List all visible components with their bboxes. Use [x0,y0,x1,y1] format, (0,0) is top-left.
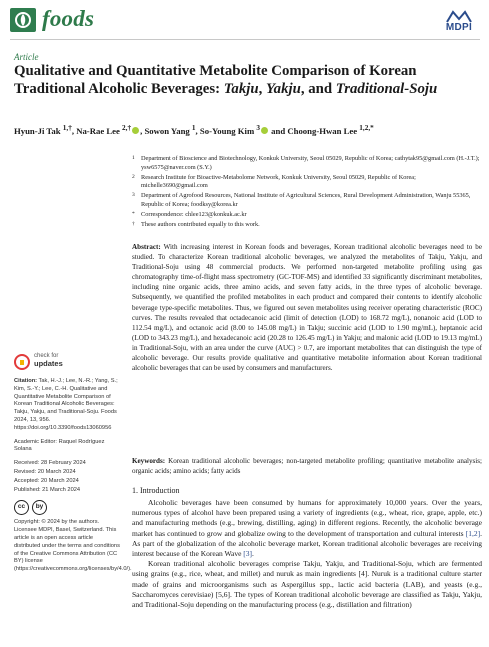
author-affil-marker: 1 [191,124,196,132]
updates-line2: updates [34,359,63,368]
intro-text: Alcoholic beverages have been consumed by humans for approximately 10,000 years. Over the years, numerous types of alcohol have been prepared using a variety of ingredients (e.g., wheat, rice, grape, apple, etc.) and manufacturing methods (e.g., brewing, distilling, aging) in different regions. Recently, the alcoholic beverage market has continued to grow and globalize owing to the development of transportation and cultural interests [132,498,482,538]
author-affil-marker: 3 [256,124,260,132]
updates-line1: check for [34,353,59,359]
author-list: Hyun-Ji Tak $^{1,\dagger}$, Na-Rae Lee $^{2,\dagger}$ , Sowon Yang $^1$, So-Young Kim $^3$ and Choong-Hwan Lee $^{1,2,*}$ [14,124,374,136]
correspondence [132,211,482,220]
received-date: Received: 28 February 2024 [14,460,86,467]
by-icon: by [32,500,47,515]
updates-icon [14,354,30,370]
accepted-date: Accepted: 20 March 2024 [14,477,79,484]
equal-contribution-note [132,221,482,230]
article-type: Article [14,52,39,62]
keywords-label: Keywords: [132,457,166,465]
journal-logo [10,8,36,32]
affiliation-number: † [132,220,135,227]
author-name[interactable]: Hyun-Ji Tak [14,125,61,136]
section-heading: 1. Introduction [132,486,180,495]
orcid-icon[interactable] [261,127,268,134]
author-name[interactable]: So-Young Kim [199,125,255,136]
affiliation-text: Department of Bioscience and Biotechnology, Konkuk University, Seoul 05029, Republic of Korea; cathytak95@gmail.com (H.-J.T.); ysw6575@naver.com (S.Y.) [141,155,480,171]
affiliation-item [132,192,482,209]
editor-block [14,439,120,455]
affiliation-text: Department of Agrofood Resources, National Institute of Agricultural Sciences, Rural Development Administration, Wanju 55365, Republic of Korea; foodksy@korea.kr [141,192,471,208]
publisher-logo [439,10,479,38]
leaf-icon [10,8,36,32]
article-title [14,63,479,98]
affiliation-number: 3 [132,192,135,199]
title-text: Qualitative and Quantitative Metabolite Comparison of Korean Traditional Alcoholic Beverages: [14,63,417,97]
author-name[interactable]: Na-Rae Lee [76,125,120,136]
introduction-body [132,498,482,610]
intro-paragraph: Korean traditional alcoholic beverages comprise Takju, Yakju, and Traditional-Soju, which are fermented using grains (e.g., rice, wheat, and millet) and nuruk as main ingredients [4]. Nuruk is a traditional culture starter made of grains and microorganisms such as Aspergillus spp., lactic acid bacteria (LAB), and yeasts (e.g., Saccharomyces cerevisiae) [5,6]. The types of Korean traditional alcoholic beverage are classified as Takju, Yakju, and Traditional-Soju depending on the manufacturing process (e.g., distillation and filtration) [132,559,482,610]
author-name[interactable]: Sowon Yang [144,125,190,136]
author-affil-marker: 1,† [62,124,72,132]
revised-date: Revised: 20 March 2024 [14,468,76,475]
affiliation-number: 2 [132,173,135,180]
title-takju: Takju [223,80,259,97]
published-date: Published: 21 March 2024 [14,486,81,493]
affiliation-text: Correspondence: chlee123@konkuk.ac.kr [141,210,247,218]
keywords [132,456,482,476]
citation-block [14,378,120,433]
affiliation-number: 1 [132,155,135,161]
intro-text: . As part of the globalization of the alcoholic beverage market, Korean traditional alcoholic beverages are receiving interest because of the Korean Wave [132,528,482,559]
orcid-icon[interactable] [132,127,139,134]
author-affil-marker: 2,† [122,124,132,132]
affiliations [132,155,482,231]
publisher-name: MDPI [445,22,473,33]
abstract-text: With increasing interest in Korean foods and beverages, Korean traditional alcoholic beverages need to be studied. To characterize Korean traditional alcoholic beverages, we analyzed the metabolites of Takju, Yakju, and Traditional-Soju using 48 commercial products. We performed non-targeted metabolite profiling using gas chromatography time-of-flight mass spectrometry (GC-TOF-MS) and identified 33 significantly discriminant metabolites, including nine organic acids, three amino acids, and seven fatty acids, in the three types of alcoholic beverage. Subsequently, we quantified the profiled metabolites in each product and compared their contents to identify alcoholic beverage type-specific metabolites. Thus, we figured out seven metabolites using receiver operating characteristic (ROC) curves. The results revealed that octadecanoic acid (limit of detection (LOD) to 168.72 mg/L), nonanoic acid (LOD to 112.54 mg/L), and octanoic acid (8.00 to 145.08 mg/L) in Takju; succinic acid (LOD to 1.90 mg/mL), heptanoic acid (LOD to 343.23 mg/L), and hexadecanoic acid (20.28 to 126.45 mg/L) in Yakju; and malonic acid (LOD to 19.13 mg/mL) in Traditional-Soju, with an area under the curve (AUC) > 0.7, are important metabolites that can distinguish the type of alcoholic beverage. Our results provide qualitative and quantitative metabolite information about Korean traditional alcoholic beverages that can be used by consumers and manufacturers. [132,243,482,373]
journal-name: foods [42,6,95,31]
affiliation-item [132,155,482,172]
citation-link[interactable]: [3] [243,549,253,559]
header-divider [10,39,480,40]
dates-block [14,460,120,494]
article-sidebar [14,378,132,574]
intro-paragraph: Alcoholic beverages have been consumed by humans for approximately 10,000 years. Over the years, numerous types of alcohol have been prepared using a variety of ingredients (e.g., wheat, rice, grape, apple, etc.) and manufacturing methods (e.g., brewing, distilling, aging) in different regions. Recently, the alcoholic beverage market has continued to grow and globalize owing to the development of transportation and cultural interests [1,2]. As part of the globalization of the alcoholic beverage market, Korean traditional alcoholic beverages are receiving interest because of the Korean Wave [3]. [132,498,482,559]
updates-label [34,353,63,369]
affiliation-item [132,174,482,191]
license-badge[interactable] [14,500,120,515]
title-sep: , [258,80,266,97]
cc-icon: cc [14,500,29,515]
editor-name: Raquel Rodríguez Solana [14,438,105,453]
citation-link[interactable]: [1,2] [465,528,481,538]
affiliation-text: These authors contributed equally to this work. [141,220,260,228]
title-yakju: Yakju [265,80,301,97]
affiliation-text: Research Institute for Bioactive-Metabolome Network, Konkuk University, Seoul 05029, Republic of Korea; michelle3690@gmail.com [141,173,416,190]
title-soju: Traditional-Soju [335,80,438,97]
check-for-updates-badge[interactable] [14,352,74,372]
abstract-label: Abstract: [132,243,161,251]
copyright-text: Copyright: © 2024 by the authors. Licensee MDPI, Basel, Switzerland. This article is an open access article distributed under the terms and conditions of the Creative Commons Attribution (CC BY) license (https://creativecommons.org/licenses/by/4.0/). [14,519,132,573]
keywords-text: Korean traditional alcoholic beverages; non-targeted metabolite profiling; quantitative metabolite analysis; organic acids; amino acids; fatty acids [132,457,482,476]
abstract [132,242,482,373]
affiliation-number: * [132,210,135,217]
author-name[interactable]: Choong-Hwan Lee [287,125,358,136]
editor-label: Academic Editor: [14,438,57,445]
citation-label: Citation: [14,378,38,384]
title-sep: , and [300,80,336,97]
author-affil-marker: 1,2,* [359,124,374,132]
citation-text: Tak, H.-J.; Lee, N.-R.; Yang, S.; Kim, S.-Y.; Lee, C.-H. Qualitative and Quantitative Metabolite Comparison of Korean Traditional Alcoholic Beverages: Takju, Yakju, and Traditional-Soju. Foods 2024, 13, 956. https://doi.org/10.3390/foods13060956 [14,378,118,431]
